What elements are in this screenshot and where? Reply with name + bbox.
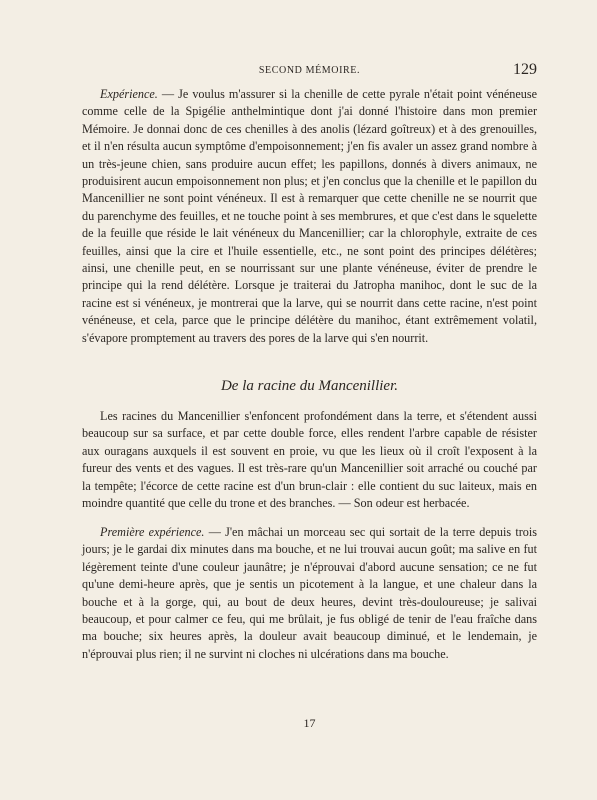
paragraph <box>82 86 537 347</box>
paragraph-text: Les racines du Mancenillier s'enfoncent profondément dans la terre, et s'étendent aussi beaucoup sur sa surface, et par cette double force, elles rendent l'arbre capable de résister aux ouragans auxquels il est souvent en proie, vu que les lieux où il croît l'exposent à la fureur des vents et des vagues. Il est très-rare qu'un Mancenillier soit arraché ou couché par la tempête; l'écorce de cette racine est d'un brun-clair : elle contient du suc laiteux, mais en moindre quantité que celle du trone et des branches. — Son odeur est herbacée. <box>82 409 537 511</box>
paragraph-text: — Je voulus m'assurer si la chenille de cette pyrale n'était point vénéneuse comme celle de la Spigélie anthelmintique dont j'ai donné l'histoire dans mon premier Mémoire. Je donnai donc de ces chenilles à des anolis (lézard goîtreux) et à des grenouilles, et il n'en résulta aucun symptôme d'empoisonnement; j'en fis avaler un assez grand nombre à un très-jeune chien, sans produire aucun effet; les papillons, donnés à divers animaux, ne produisirent aucun empoisonnement non plus; et j'en conclus que la chenille et le papillon du Mancenillier ne sont point vénéneux. Il est à remarquer que cette chenille ne se nourrit que du parenchyme des feuilles, et ne touche point à ses membrures, et que c'est dans le squelette de la feuille que réside le lait vénéneux du Mancenillier; car la chlorophyle, extraite de ces feuilles, ainsi que la cire et l'huile essentielle, etc., ne sont point des principes délétères; ainsi, une chenille peut, en se nourrissant sur une plante vénéneuse, éviter de prendre le principe qui la rend délétère. Lorsque je traiterai du Jatropha manihoc, dont le suc de la racine est si vénéneux, je montrerai que la larve, qui se nourrit dans cette racine, n'est point vénéneuse, et cela, parce que le principe délétère du manihoc, étant extrêmement volatil, s'évapore promptement au travers des pores de la larve qui s'en nourrit. <box>82 87 537 345</box>
paragraph-roots <box>82 408 537 512</box>
page-number: 129 <box>513 61 537 78</box>
page-header <box>82 63 537 83</box>
paragraph <box>82 524 537 663</box>
running-head: SECOND MÉMOIRE. <box>258 65 361 76</box>
paragraph-text: — J'en mâchai un morceau sec qui sortait de la terre depuis trois jours; je le gardai dix minutes dans ma bouche, et ne lui trouvai aucun goût; ma salive en fut légèrement teinte d'une couleur jaunâtre; je n'éprouvai d'abord aucune sensation; ce ne fut qu'une demi-heure après, que je sentis un picotement à la langue, et une chaleur dans la bouche et à la gorge, qui, au bout de deux heures, devint très-douloureuse; je salivai beaucoup, et pour calmer ce feu, qui me brûlait, je fus obligé de tenir de l'eau fraîche dans ma bouche; six heures après, la douleur avait beaucoup diminué, et le lendemain, je n'éprouvai plus rien; il ne survint ni cloches ni ulcérations dans ma bouche. <box>82 525 537 661</box>
paragraph-lead: Expérience. <box>100 87 158 101</box>
paragraph-lead: Première expérience. <box>100 525 205 539</box>
paragraph-first-experience <box>82 524 537 663</box>
section-title: De la racine du Mancenillier. <box>220 378 399 394</box>
paragraph-experience <box>82 86 537 347</box>
signature-mark: 17 <box>303 716 316 730</box>
